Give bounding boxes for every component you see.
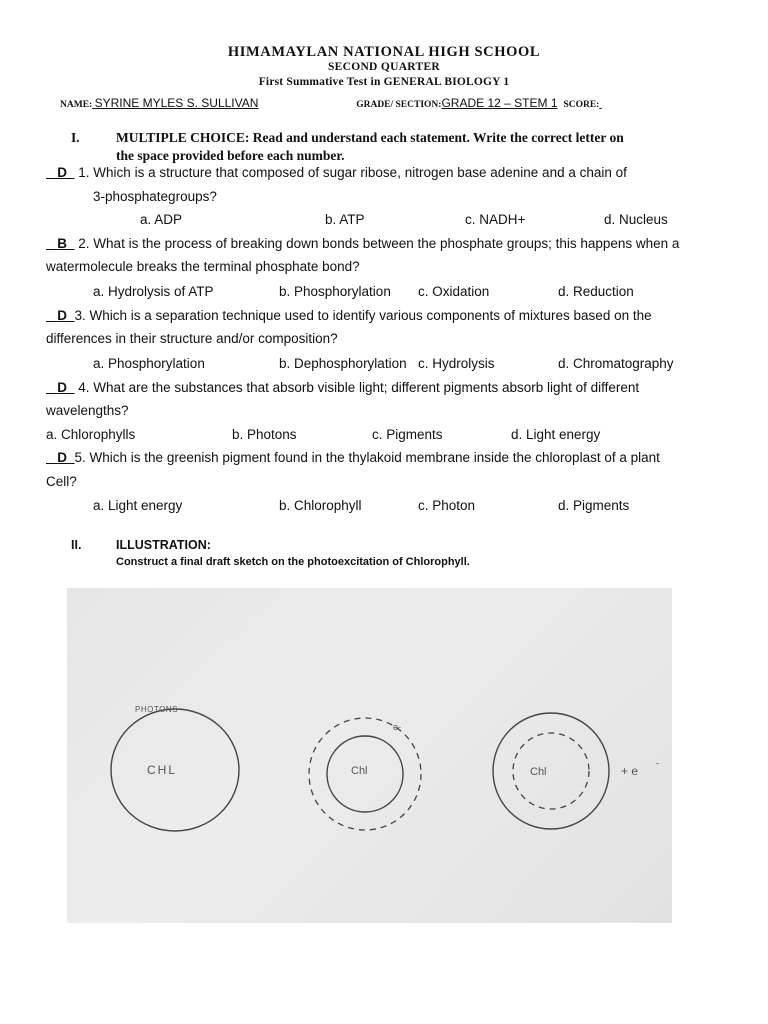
grade-label: GRADE/ SECTION: <box>356 100 442 110</box>
q5-choice-a: a. Light energy <box>93 498 183 513</box>
inner-orbit-3 <box>513 733 589 809</box>
answer-blank-5[interactable]: D <box>57 450 68 465</box>
q2-choice-d: d. Reduction <box>558 284 634 299</box>
question-2-line2: watermolecule breaks the terminal phosphate bond? <box>46 259 360 274</box>
section1-title-line1: MULTIPLE CHOICE: Read and understand each statement. Write the correct letter on <box>116 130 624 145</box>
answer-blank-3[interactable]: D <box>57 308 68 323</box>
q4-choice-a: a. Chlorophylls <box>46 427 136 442</box>
sketch-photo <box>67 588 672 923</box>
question-1-line2: 3-phosphategroups? <box>93 189 217 204</box>
q3-choice-c: c. Hydrolysis <box>418 356 495 371</box>
q5-choice-b: b. Chlorophyll <box>279 498 362 513</box>
school-name: HIMAMAYLAN NATIONAL HIGH SCHOOL <box>227 44 541 60</box>
question-5-line2: Cell? <box>46 474 77 489</box>
photons-label: PHOTONS <box>135 705 178 714</box>
chl-label-2: Chl <box>351 765 368 777</box>
chlorophyll-circle-3 <box>493 713 609 829</box>
name-label: NAME: <box>60 100 93 110</box>
q1-choice-a: a. ADP <box>140 212 183 227</box>
q1-choice-d: d. Nucleus <box>604 212 668 227</box>
q2-choice-a: a. Hydrolysis of ATP <box>93 284 214 299</box>
section2-instruction: Construct a final draft sketch on the photoexcitation of Chlorophyll. <box>116 556 470 568</box>
question-3-line2: differences in their structure and/or composition? <box>46 331 338 346</box>
answer-blank-2[interactable]: B <box>57 236 68 251</box>
q1-choice-b: b. ATP <box>325 212 365 227</box>
question-3 <box>46 308 652 323</box>
name-row <box>60 96 683 110</box>
grade-field[interactable] <box>441 96 563 110</box>
question-4-text: 4. What are the substances that absorb visible light; different pigments absorb light of different <box>78 380 640 395</box>
answer-blank-4[interactable]: D <box>57 380 68 395</box>
question-4 <box>46 380 639 395</box>
plus-electron: + e <box>621 764 639 778</box>
q1-choice-c: c. NADH+ <box>465 212 526 227</box>
quarter-label: SECOND QUARTER <box>327 61 441 73</box>
q3-choice-b: b. Dephosphorylation <box>279 356 407 371</box>
electron-charge: - <box>656 758 659 768</box>
name-value: SYRINE MYLES S. SULLIVAN <box>94 96 259 110</box>
question-1-text: 1. Which is a structure that composed of sugar ribose, nitrogen base adenine and a chain of <box>78 165 627 180</box>
q5-choice-d: d. Pigments <box>558 498 630 513</box>
q4-choice-d: d. Light energy <box>511 427 601 442</box>
question-2 <box>46 236 679 251</box>
q4-choice-c: c. Pigments <box>372 427 443 442</box>
section1-number: I. <box>71 130 80 145</box>
grade-value: GRADE 12 – STEM 1 <box>441 96 558 110</box>
question-2-text: 2. What is the process of breaking down bonds between the phosphate groups; this happens when a <box>78 236 680 251</box>
chl-label-1: CHL <box>147 763 178 777</box>
chl-label-3: Chl <box>530 766 547 778</box>
photoexcitation-sketch <box>67 588 672 923</box>
score-field[interactable] <box>599 100 683 110</box>
test-title: First Summative Test in GENERAL BIOLOGY 1 <box>258 76 510 88</box>
section2-number: II. <box>71 538 82 552</box>
q2-choice-b: b. Phosphorylation <box>279 284 391 299</box>
section2-title: ILLUSTRATION: <box>116 538 211 552</box>
question-5-text: 5. Which is the greenish pigment found in the thylakoid membrane inside the chloroplast of a plant <box>74 450 660 465</box>
section1-title-line2: the space provided before each number. <box>116 148 345 163</box>
question-4-line2: wavelengths? <box>46 403 129 418</box>
q3-choice-a: a. Phosphorylation <box>93 356 205 371</box>
q5-choice-c: c. Photon <box>418 498 476 513</box>
answer-blank-1[interactable]: D <box>57 165 68 180</box>
q3-choice-d: d. Chromatography <box>558 356 674 371</box>
question-3-text: 3. Which is a separation technique used to identify various components of mixtures based on the <box>74 308 652 323</box>
q2-choice-c: c. Oxidation <box>418 284 490 299</box>
name-field[interactable] <box>92 96 356 110</box>
question-1 <box>46 165 627 180</box>
q4-choice-b: b. Photons <box>232 427 297 442</box>
score-label: SCORE: <box>563 100 600 110</box>
electron-label: e- <box>393 722 402 732</box>
question-5 <box>46 450 660 465</box>
